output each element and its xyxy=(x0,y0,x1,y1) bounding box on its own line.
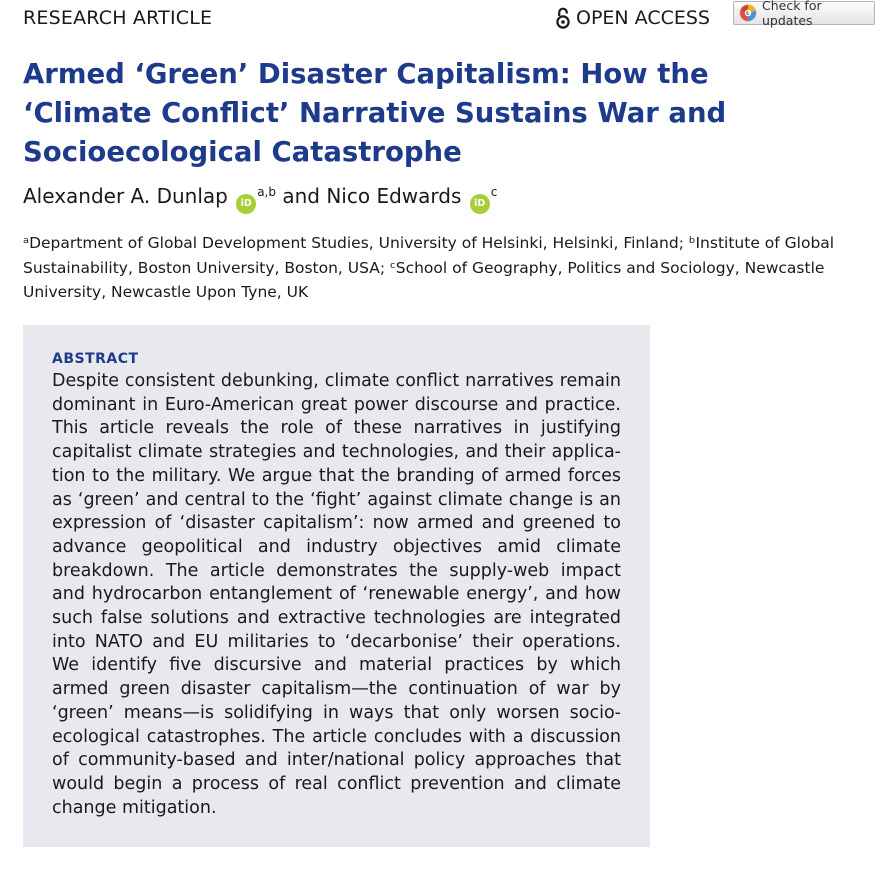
crossmark-icon xyxy=(739,4,757,22)
open-access-lock-icon xyxy=(556,6,570,30)
abstract-text: Despite consistent debunking, climate conflict narratives remain dominant in Euro-American great power discourse and practice. This article reveals the role of these narratives in justifying capitalist climate strategies and technologies, and their application to the military. We argue that the branding of armed forces as ‘green’ and central to the ‘fight’ against climate change is an expression of ‘disaster capitalism’: now armed and greened to advance geopolitical and industry objectives amid climate breakdown. The article demonstrates the supply-web impact and hydrocarbon entanglement of ‘renewable energy’, and how such false solutions and extractive technologies are integrated into NATO and EU militaries to ‘decarbonise’ their operations. We identify five discursive and material practices by which armed green disaster capitalism—the continuation of war by ‘green’ means—is solidifying in ways that only worsen socioecological catastrophes. The article concludes with a discussion of community-based and inter/national policy approaches that would begin a process of real conflict prevention and climate change mitigation. xyxy=(52,371,621,818)
orcid-icon[interactable]: iD xyxy=(470,194,490,214)
article-type-label: RESEARCH ARTICLE xyxy=(23,7,213,29)
author-list xyxy=(23,184,497,214)
author-affiliation-marker: c xyxy=(490,185,498,199)
open-access-text: OPEN ACCESS xyxy=(576,7,710,29)
abstract-box xyxy=(23,325,650,847)
orcid-icon[interactable]: iD xyxy=(236,194,256,214)
check-for-updates-button[interactable] xyxy=(733,0,875,28)
author-affiliation-marker: a,b xyxy=(257,185,276,199)
author-name[interactable]: Nico Edwards xyxy=(326,184,462,208)
article-title: Armed ‘Green’ Disaster Capitalism: How the ‘Climate Conflict’ Narrative Sustains War and Socioecological Catastrophe xyxy=(23,58,727,168)
open-access-badge xyxy=(556,6,710,30)
check-for-updates-label: Check for updates xyxy=(762,0,822,28)
affiliations: ᵃDepartment of Global Development Studies, University of Helsinki, Helsinki, Finland; ᵇInstitute of Global Sustainability, Boston University, Boston, USA; ᶜSchool of Geography, Politics and Sociology, Newcastle University, Newcastle Upon Tyne, UK xyxy=(23,234,835,301)
abstract-heading: ABSTRACT xyxy=(52,351,139,367)
author-name[interactable]: Alexander A. Dunlap xyxy=(23,184,228,208)
author-connector: and xyxy=(276,184,327,208)
